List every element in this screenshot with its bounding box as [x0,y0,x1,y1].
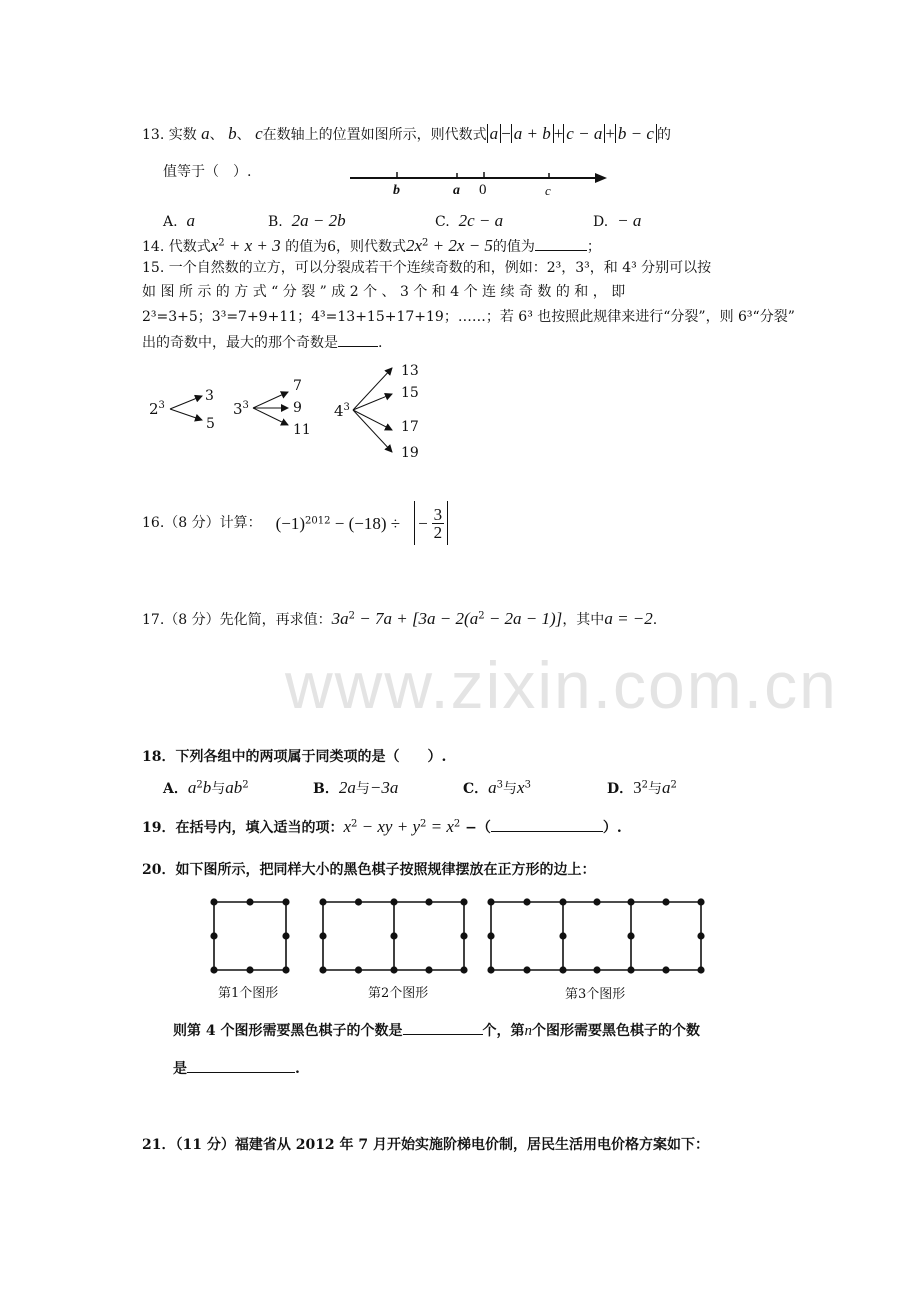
axis-label-a: a [453,183,460,198]
op: − [501,124,511,143]
chess-piece [487,932,494,939]
option-d: D. − a [593,211,642,230]
chess-piece [210,898,217,905]
chess-piece [355,966,362,973]
q15-line2: 如 图 所 示 的 方 式 “ 分 裂 ” 成 2 个 、 3 个 和 4 个 连 续 奇 数 的 和 ， 即 [142,284,626,300]
question-16 [142,501,448,545]
answer-blank-4th[interactable] [403,1022,483,1035]
chess-piece [355,898,362,905]
chess-piece [523,966,530,973]
odd-number: 17 [401,419,419,435]
chess-piece [523,898,530,905]
question-17: 17.（8 分）先化简，再求值：$3a^2 - 7a + [3a - 2(a^2 - 2a - 1)]$，其中a = −2. [142,609,658,628]
q20-question-line1: 则第 4 个图形需要黑色棋子的个数是 个，第n个图形需要黑色棋子的个数 [173,1023,700,1039]
chess-piece [662,898,669,905]
chess-piece [390,932,397,939]
q18-option-b: B．2a与−3a [313,778,399,797]
chess-piece [487,966,494,973]
q20-label: 20．如下图所示，把同样大小的黑色棋子按照规律摆放在正方形的边上： [142,862,596,878]
answer-blank[interactable] [535,238,587,251]
base-2-cubed: $2^3$ [149,400,165,418]
chess-piece [425,898,432,905]
option-a: A. a [163,211,195,230]
chess-piece [282,966,289,973]
var-b: b [228,124,237,143]
figure-1-caption: 第1个图形 [218,986,279,1001]
q20-question-line2: 是 . [173,1061,300,1077]
q18-option-c: C．$a^3$与$x^3$ [463,778,531,797]
chess-piece [460,932,467,939]
chess-piece [697,966,704,973]
q18-option-d: D．$3^2$与$a^2$ [607,778,677,797]
op: + [605,124,615,143]
chess-piece [319,966,326,973]
var-a: a [201,124,210,143]
question-14: 14. 代数式$x^2 + x + 3$ 的值为6，则代数式$2x^2 + 2x - 5$的值为 ； [142,236,601,255]
chess-piece [390,966,397,973]
q18-label: 18．下列各组中的两项属于同类项的是（ ）. [142,749,447,765]
q16-expression: $(-1)^{2012} - (-18)$ ÷ [275,513,401,533]
option-b: B. 2a − 2b [268,211,346,230]
q13-suffix: 的 [656,127,671,143]
figure-2-caption: 第2个图形 [368,986,429,1001]
chess-piece [319,898,326,905]
watermark: www.zixin.com.cn [285,648,838,722]
chess-piece [627,898,634,905]
q15-line4: 出的奇数中，最大的那个奇数是 . [142,335,383,351]
figure-3-caption: 第3个图形 [565,987,626,1002]
odd-number: 9 [293,400,302,416]
q15-line3: 2³=3+5；3³=7+9+11；4³=13+15+17+19；……；若 6³ 也按照此规律来进行“分裂”，则 6³“分裂” [142,309,795,325]
chess-piece [559,966,566,973]
option-c: C. 2c − a [435,211,504,230]
figure-1 [210,898,289,973]
chess-piece [593,966,600,973]
chess-piece [282,898,289,905]
sep: 、 [236,127,251,143]
chess-piece [559,898,566,905]
axis-label-0: 0 [479,182,487,198]
question-13 [142,125,671,142]
odd-number: 13 [401,363,419,379]
abs-fraction: − $\frac{3}{2}$ [414,501,448,545]
figure-3 [487,898,704,973]
answer-blank[interactable] [338,334,378,347]
chess-piece [210,966,217,973]
axis-label-b: b [393,183,400,198]
odd-number: 15 [401,385,419,401]
chess-piece [246,966,253,973]
chess-piece [460,898,467,905]
odd-number: 3 [205,388,214,404]
op: + [553,124,564,143]
axis-label-c: c [545,183,551,198]
q21-label: 21．（11 分）福建省从 2012 年 7 月开始实施阶梯电价制，居民生活用电价格方案如下： [142,1137,710,1153]
chess-piece [460,966,467,973]
q13-line2: 值等于（ ）. [163,164,252,180]
sep: 、 [209,127,224,143]
odd-number: 7 [293,378,302,394]
answer-blank-nth[interactable] [187,1060,295,1073]
chess-piece [697,932,704,939]
chess-pattern-figures [200,890,730,982]
abs-term: a [487,124,502,143]
question-19: 19．在括号内，填入适当的项：$x^2$ − xy + $y^2 = x^2$ −（ ）. [142,817,622,836]
odd-number: 19 [401,445,419,461]
chess-piece [627,932,634,939]
chess-piece [425,966,432,973]
odd-number: 5 [206,416,215,432]
chess-piece [319,932,326,939]
abs-term: c − a [563,124,605,143]
chess-piece [210,932,217,939]
chess-piece [627,966,634,973]
q16-label: 16.（8 分）计算： [142,515,262,531]
number-line [345,165,615,183]
q13-text: 在数轴上的位置如图所示，则代数式 [262,127,487,143]
chess-piece [487,898,494,905]
chess-piece [246,898,253,905]
figure-2 [319,898,467,973]
abs-term: a + b [511,124,554,143]
chess-piece [662,966,669,973]
q18-option-a: A．$a^2b$与$ab^2$ [163,778,249,797]
chess-piece [559,932,566,939]
chess-piece [390,898,397,905]
odd-number: 11 [293,422,311,438]
chess-piece [697,898,704,905]
q13-prefix: 13. 实数 [142,127,197,143]
q15-line1: 15. 一个自然数的立方，可以分裂成若干个连续奇数的和，例如：2³，3³，和 4³ 分别可以按 [142,260,712,276]
answer-blank[interactable] [491,819,603,832]
var-c: c [255,124,263,143]
base-4-cubed: $4^3$ [334,402,350,420]
chess-piece [593,898,600,905]
abs-term: b − c [615,124,657,143]
base-3-cubed: $3^3$ [233,400,249,418]
chess-piece [282,932,289,939]
